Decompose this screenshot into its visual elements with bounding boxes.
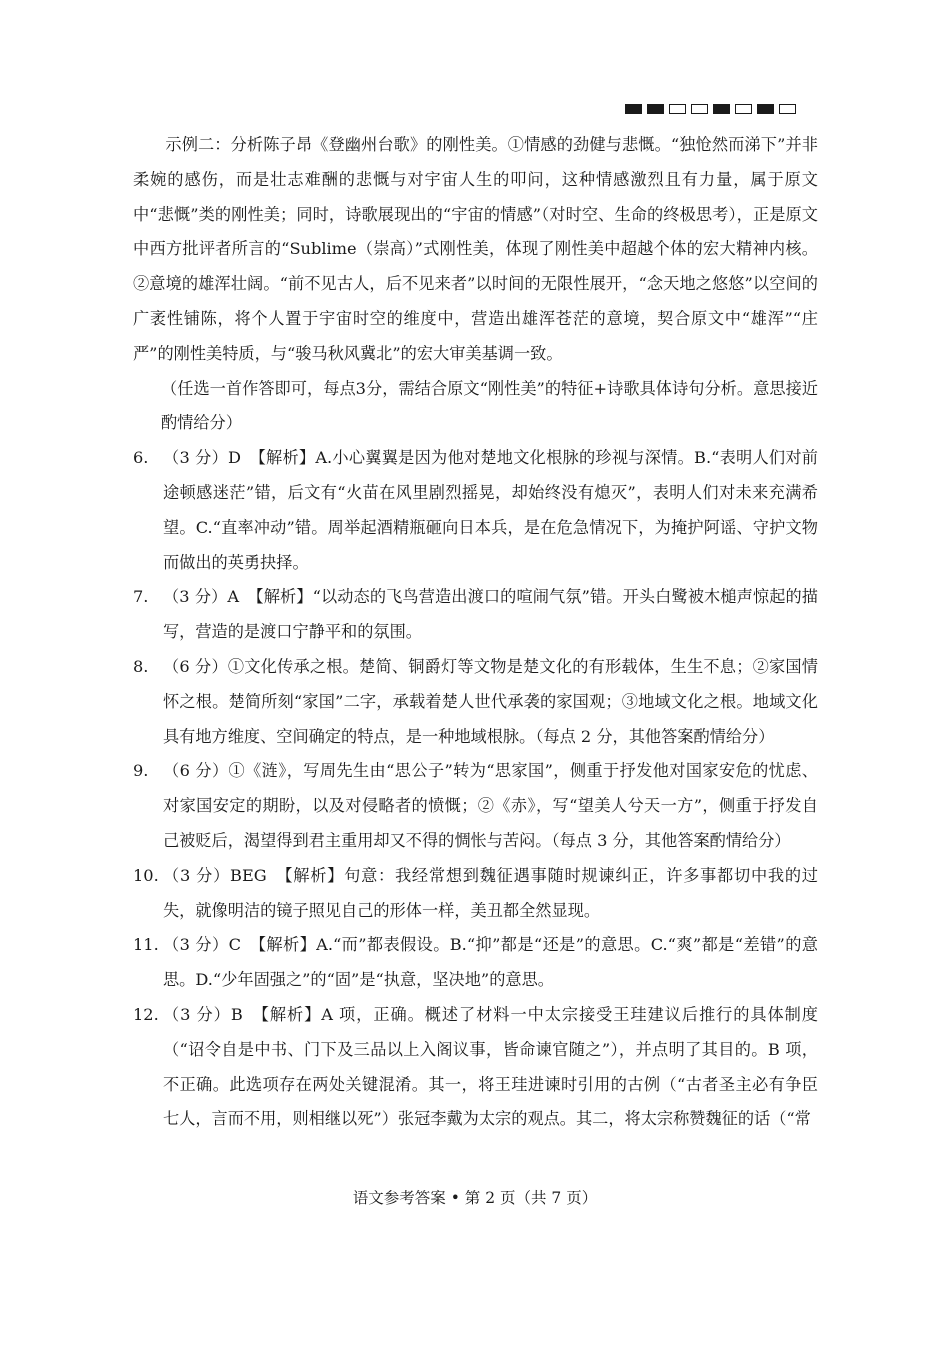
example-paragraph: 示例二：分析陈子昂《登幽州台歌》的刚性美。①情感的劲健与悲慨。“独怆然而涕下”并非柔婉的感伤，而是壮志难酬的悲慨与对宇宙人生的叩问，这种情感激烈且有力量，属于原文中“悲慨”类的刚性美；同时，诗歌展现出的“宇宙的情感”（对时空、生命的终极思考），正是原文中西方批评者所言的“Sublime（崇高）”式刚性美，体现了刚性美中超越个体的宏大精神内核。②意境的雄浑壮阔。“前不见古人，后不见来者”以时间的无限性展开，“念天地之悠悠”以空间的广袤性铺陈，将个人置于宇宙时空的维度中，营造出雄浑苍茫的意境，契合原文中“雄浑”“庄严”的刚性美特质，与“骏马秋风冀北”的宏大审美基调一致。 xyxy=(133,135,818,363)
answer-text: （3 分）BEG 【解析】句意：我经常想到魏征遇事随时规谏纠正，许多事都切中我的过失，就像明洁的镜子照见自己的形体一样，美丑都全然显现。 xyxy=(163,865,818,920)
code-mark xyxy=(625,104,642,114)
answer-item xyxy=(133,441,818,580)
answer-item xyxy=(133,859,818,929)
scoring-note: （任选一首作答即可，每点3分，需结合原文“刚性美”的特征+诗歌具体诗句分析。意思接近酌情给分） xyxy=(161,378,818,433)
code-mark xyxy=(735,104,752,114)
answer-number: 12. xyxy=(133,1004,159,1024)
page-code-marks xyxy=(625,104,796,114)
code-mark xyxy=(713,104,730,114)
answer-text: （3 分）B 【解析】A 项，正确。概述了材料一中太宗接受王珪建议后推行的具体制度（“诏令自是中书、门下及三品以上入阁议事，皆命谏官随之”），并点明了其目的。B 项，不正确。此选项存在两处关键混淆。其一，将王珪进谏时引用的古例（“古者圣主必有争臣七人，言而不用，则相继以死”）张冠李戴为太宗的观点。其二，将太宗称赞魏征的话（“常 xyxy=(163,1004,818,1129)
answer-text: （6 分）①文化传承之根。楚简、铜爵灯等文物是楚文化的有形载体，生生不息；②家国情怀之根。楚简所刻“家国”二字，承载着楚人世代承袭的家国观；③地域文化之根。地域文化具有地方维度、空间确定的特点，是一种地域根脉。（每点 2 分，其他答案酌情给分） xyxy=(163,656,818,746)
answer-item xyxy=(133,754,818,858)
code-mark xyxy=(669,104,686,114)
answer-item xyxy=(133,650,818,754)
answer-number: 8. xyxy=(133,656,149,676)
answer-number: 11. xyxy=(133,935,159,955)
answer-item xyxy=(133,998,818,1137)
answer-text: （6 分）①《涟》，写周先生由“思公子”转为“思家国”，侧重于抒发他对国家安危的忧虑、对家国安定的期盼，以及对侵略者的愤慨；②《赤》，写“望美人兮天一方”，侧重于抒发自己被贬后，渴望得到君主重用却又不得的惆怅与苦闷。（每点 3 分，其他答案酌情给分） xyxy=(163,761,818,850)
code-mark xyxy=(757,104,774,114)
answer-text: （3 分）A 【解析】“以动态的飞鸟营造出渡口的喧闹气氛”错。开头白鹭被木槌声惊起的描写，营造的是渡口宁静平和的氛围。 xyxy=(163,587,818,642)
page-footer: 语文参考答案 • 第 2 页（共 7 页） xyxy=(352,1189,598,1207)
code-mark xyxy=(779,104,796,114)
answer-text: （3 分）D 【解析】A.小心翼翼是因为他对楚地文化根脉的珍视与深情。B.“表明人们对前途顿感迷茫”错，后文有“火苗在风里剧烈摇晃，却始终没有熄灭”，表明人们对未来充满希望。C.“直率冲动”错。周举起酒精瓶砸向日本兵，是在危急情况下，为掩护阿谣、守护文物而做出的英勇抉择。 xyxy=(163,448,818,572)
answer-number: 9. xyxy=(133,761,149,781)
answer-number: 10. xyxy=(133,865,159,885)
answer-number: 6. xyxy=(133,448,149,468)
answer-text: （3 分）C 【解析】A.“而”都表假设。B.“抑”都是“还是”的意思。C.“爽”都是“差错”的意思。D.“少年固强之”的“固”是“执意，坚决地”的意思。 xyxy=(163,935,818,990)
answer-number: 7. xyxy=(133,587,149,607)
answer-item xyxy=(133,580,818,650)
answer-item xyxy=(133,928,818,998)
code-mark xyxy=(691,104,708,114)
code-mark xyxy=(647,104,664,114)
answer-content xyxy=(133,128,818,1137)
